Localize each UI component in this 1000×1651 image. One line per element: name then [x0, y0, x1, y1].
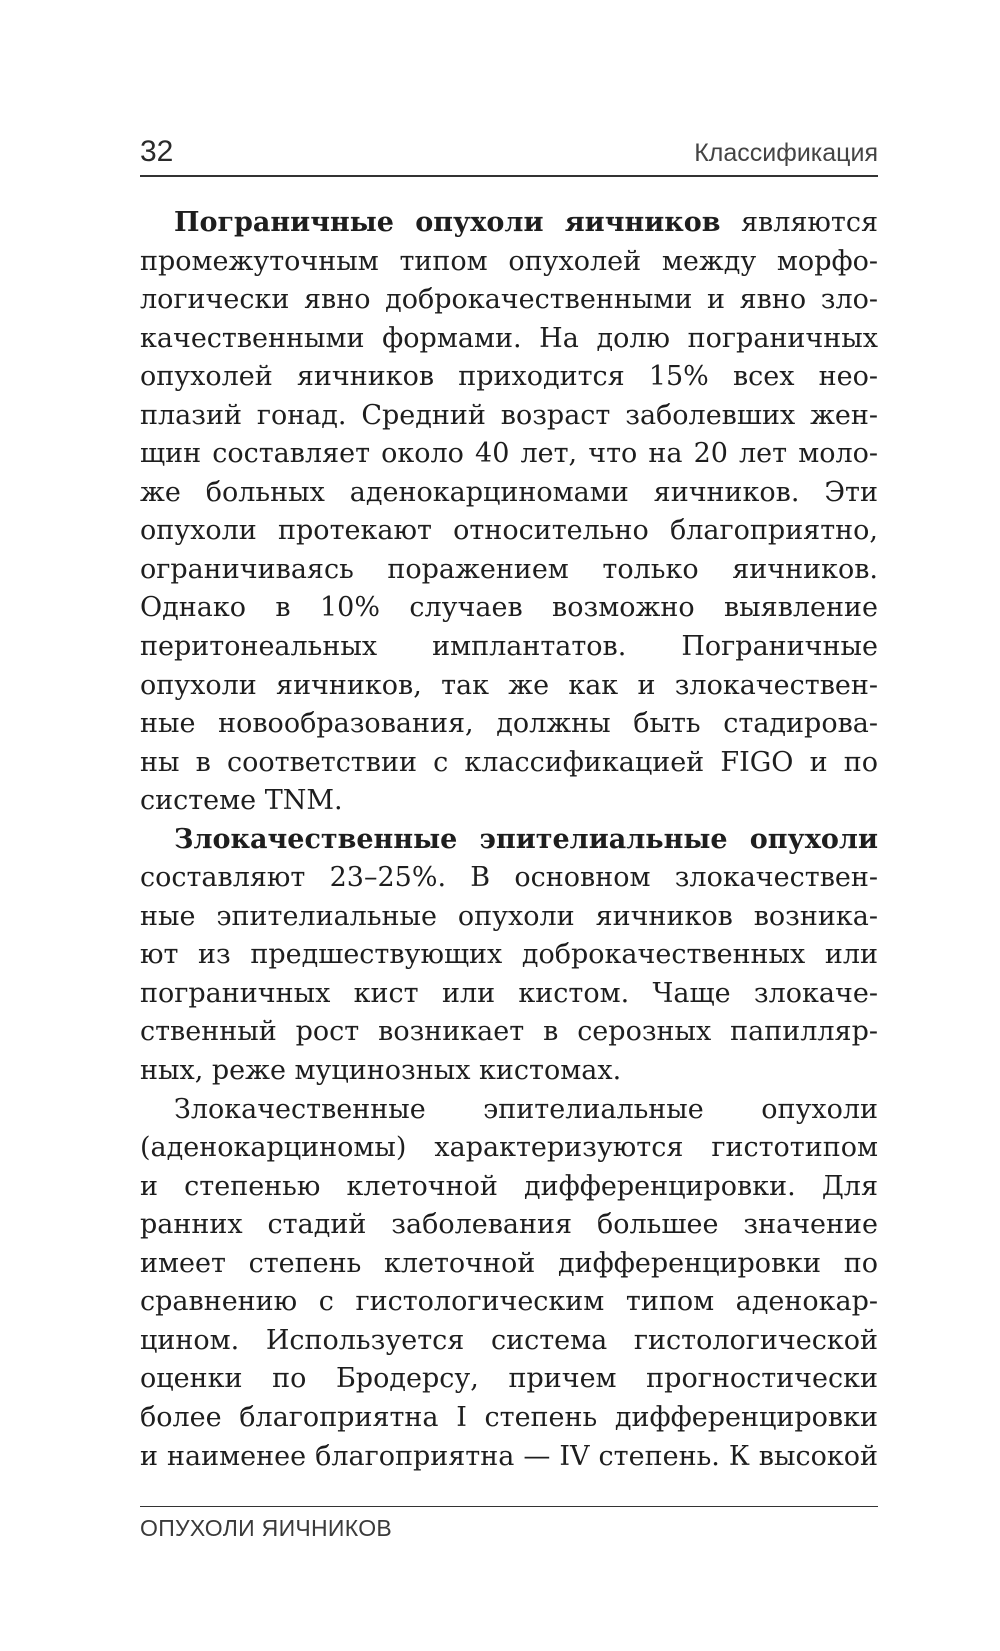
text-line: системе TNM.: [140, 785, 343, 817]
text-line: Пограничные опухоли яичников являются: [174, 207, 878, 238]
running-header-section: Классификация: [694, 139, 878, 167]
text-line: составляют 23–25%. В основном злокачествен-: [140, 862, 878, 894]
text-line: опухолей яичников приходится 15% всех нео-: [140, 361, 878, 393]
text-line: щин составляет около 40 лет, что на 20 лет моло-: [140, 438, 878, 470]
text-line: Однако в 10% случаев возможно выявление: [140, 592, 878, 624]
text-line: более благоприятна I степень дифференцировки: [140, 1401, 878, 1433]
text-line: ственный рост возникает в серозных папилляр-: [140, 1016, 878, 1048]
text-line: плазий гонад. Средний возраст заболевших жен-: [140, 399, 878, 431]
text-line: пограничных кист или кистом. Чаще злокаче-: [140, 977, 878, 1009]
text-line: оценки по Бродерсу, причем прогностически: [140, 1363, 878, 1395]
text-line: промежуточным типом опухолей между морфо-: [140, 245, 878, 277]
page-number: 32: [140, 135, 174, 168]
text-line: качественными формами. На долю пограничных: [140, 322, 878, 354]
text-line: ны в соответствии с классификацией FIGO и по: [140, 746, 878, 778]
bold-term: Пограничные опухоли яичников: [174, 207, 721, 238]
footer-divider: [140, 1506, 878, 1507]
text-line: Злокачественные эпителиальные опухоли: [174, 1093, 878, 1125]
text-line: логически явно доброкачественными и явно зло-: [140, 284, 878, 316]
text-line: ограничиваясь поражением только яичников.: [140, 553, 878, 585]
header-divider: [140, 175, 878, 177]
text-line: и степенью клеточной дифференцировки. Для: [140, 1170, 878, 1202]
text-line: ных, реже муцинозных кистомах.: [140, 1055, 622, 1087]
text-line: [140, 821, 878, 860]
text-line: ранних стадий заболевания большее значение: [140, 1209, 878, 1241]
running-footer-chapter: ОПУХОЛИ ЯИЧНИКОВ: [140, 1515, 393, 1541]
bold-term: Злокачественные эпителиальные опухоли: [174, 823, 878, 855]
text-line: и наименее благоприятна — IV степень. К высокой: [140, 1440, 878, 1472]
text-line: ют из предшествующих доброкачественных или: [140, 939, 878, 971]
text-line: цином. Используется система гистологической: [140, 1324, 878, 1356]
body-text: [140, 204, 878, 1476]
text-line: имеет степень клеточной дифференцировки по: [140, 1247, 878, 1279]
text-line: сравнению с гистологическим типом аденокар-: [140, 1286, 878, 1318]
text-line: ные новообразования, должны быть стадирова-: [140, 708, 878, 740]
text-line: перитонеальных имплантатов. Пограничные: [140, 631, 878, 663]
text-line: же больных аденокарциномами яичников. Эти: [140, 476, 878, 508]
text-line: ные эпителиальные опухоли яичников возника-: [140, 900, 878, 932]
text-line: опухоли яичников, так же как и злокачествен-: [140, 669, 878, 701]
text-line: (аденокарциномы) характеризуются гистотипом: [140, 1132, 878, 1164]
text-line: опухоли протекают относительно благоприятно,: [140, 515, 878, 547]
